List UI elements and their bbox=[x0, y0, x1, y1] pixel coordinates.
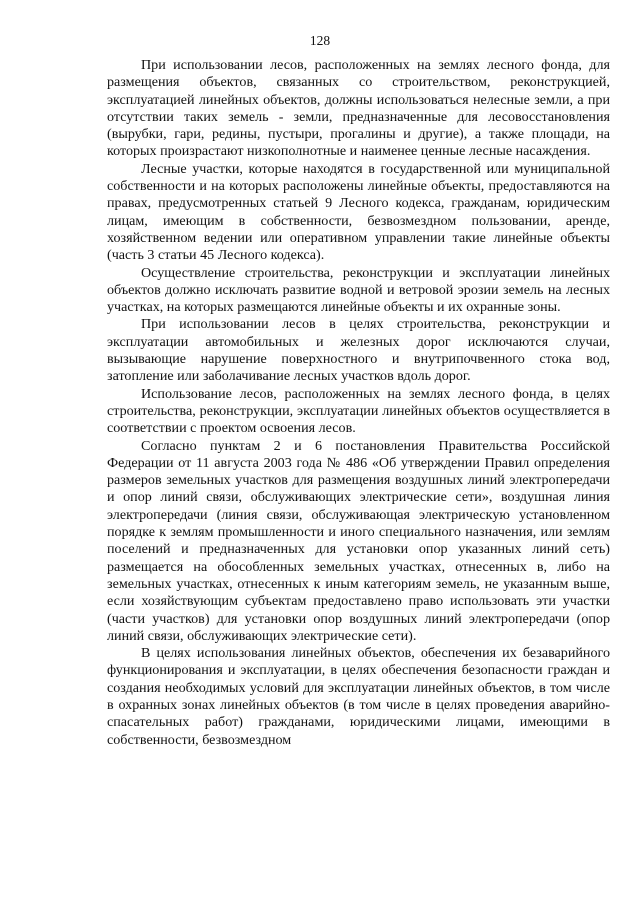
paragraph-linear-objects-safety: В целях использования линейных объектов, обеспечения их безаварийного функционирования и эксплуатации, в целях обеспечения безопасности граждан и создания необходимых условий для эксплуатации линейных объектов, в том числе в охранных зонах линейных объектов (в том числе в целях проведения аварийно-спасательных работ) гражданами, юридическими лицами, имеющими в собственности, безвозмездном bbox=[107, 645, 610, 748]
paragraph-erosion-prevention: Осуществление строительства, реконструкции и эксплуатации линейных объектов должно исключать развитие водной и ветровой эрозии земель на лесных участках, на которых размещаются линейные объекты и их охранные зоны. bbox=[107, 264, 610, 316]
paragraph-government-decree: Согласно пунктам 2 и 6 постановления Правительства Российской Федерации от 11 августа 2003 года № 486 «Об утверждении Правил определения размеров земельных участков для размещения воздушных линий электропередачи и опор линий связи, обслуживающих электрические сети», воздушная линия электропередачи (линия связи, обслуживающая электрическую установленном порядке к землям промышленности и иного специального назначения, или землям поселений и предназначенных для установки опор указанных линий сеть) размещается на обособленных земельных участках, отнесенных в, либо на земельных участках, отнесенных к иным категориям земель, не указанным выше, если хозяйствующим субъектам предоставлено право использовать эти участки (части участков) для установки опор воздушных линий электропередачи (опор линий связи, обслуживающих электрические сети). bbox=[107, 437, 610, 644]
paragraph-land-plots-rights: Лесные участки, которые находятся в государственной или муниципальной собственности и на которых расположены линейные объекты, предоставляются на правах, предусмотренных статьей 9 Лесного кодекса, гражданам, юридическим лицам, имеющим в собственности, безвозмездном пользовании, аренде, хозяйственном ведении или оперативном управлении такие линейные объекты (часть 3 статьи 45 Лесного кодекса). bbox=[107, 160, 610, 264]
page-number: 128 bbox=[309, 33, 331, 48]
paragraph-forest-land-use: При использовании лесов, расположенных на землях лесного фонда, для размещения объектов, связанных со строительством, реконструкцией, эксплуатацией линейных объектов, должны использоваться нелесные земли, а при отсутствии таких земель - земли, предназначенные для лесовосстановления (вырубки, гари, редины, пустыри, прогалины и другие), а также площади, на которых произрастают низкополнотные и наименее ценные лесные насаждения. bbox=[107, 57, 610, 160]
paragraph-development-project: Использование лесов, расположенных на землях лесного фонда, в целях строительства, реконструкции, эксплуатации линейных объектов осуществляется в соответствии с проектом освоения лесов. bbox=[107, 385, 610, 437]
document-body bbox=[107, 57, 610, 749]
paragraph-roads-construction: При использовании лесов в целях строительства, реконструкции и эксплуатации автомобильных и железных дорог исключаются случаи, вызывающие нарушение поверхностного и внутрипочвенного стока вод, затопление или заболачивание лесных участков вдоль дорог. bbox=[107, 316, 610, 385]
